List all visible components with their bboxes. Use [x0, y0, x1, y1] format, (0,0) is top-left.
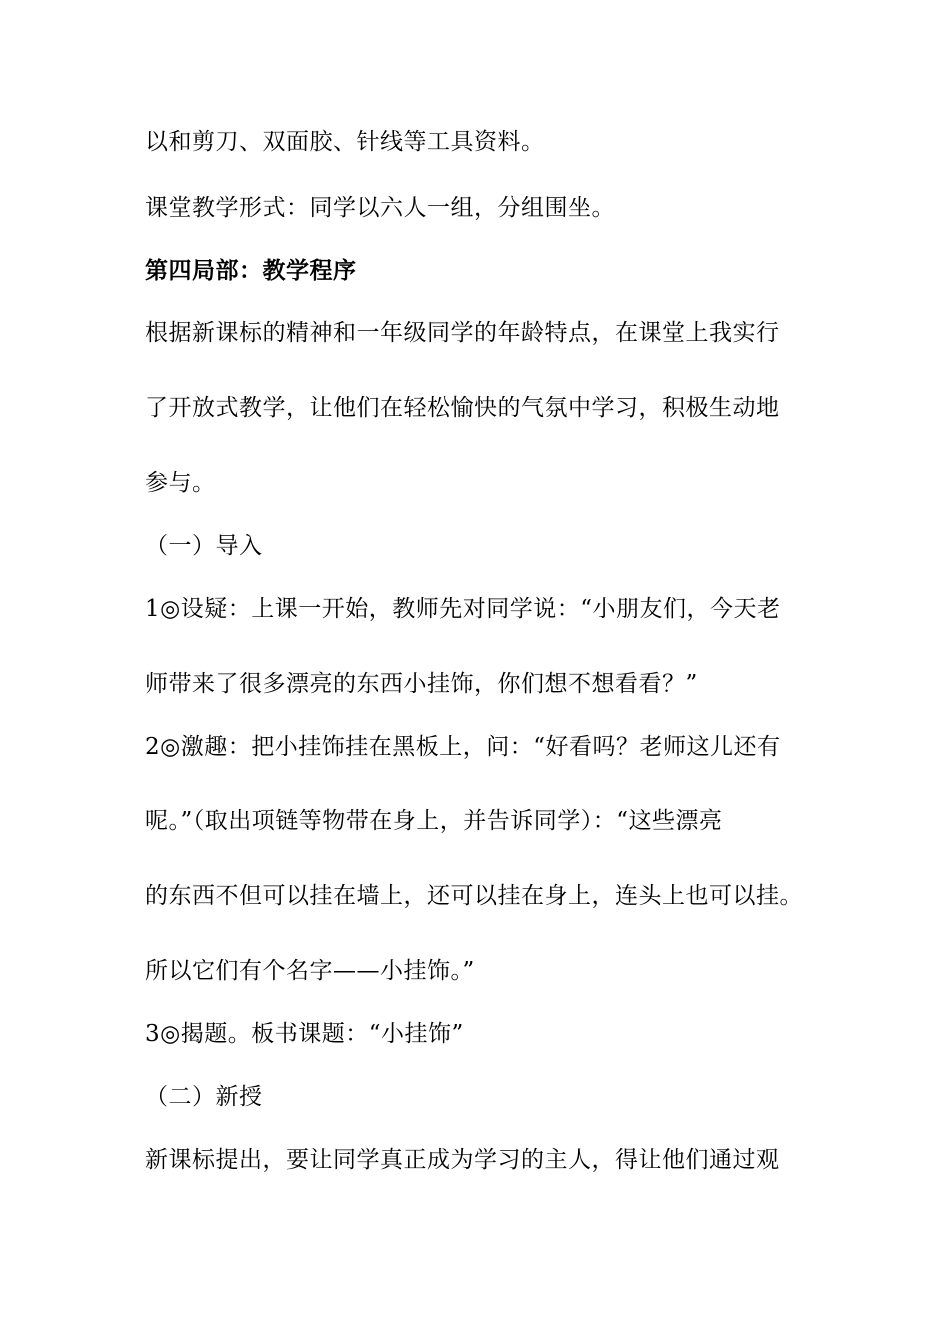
paragraph-line: 师带来了很多漂亮的东西小挂饰，你们想不想看看？” [145, 671, 698, 697]
section-heading: 第四局部：教学程序 [145, 257, 357, 284]
subsection-heading: （一）导入 [145, 533, 263, 559]
paragraph-line: 1◎设疑：上课一开始，教师先对同学说：“小朋友们，今天老 [145, 596, 781, 622]
paragraph-line: 的东西不但可以挂在墙上，还可以挂在身上，连头上也可以挂。 [145, 883, 803, 909]
paragraph-line: 呢。”（取出项链等物带在身上，并告诉同学）：“这些漂亮 [145, 808, 723, 834]
paragraph-line: 参与。 [145, 470, 216, 496]
paragraph-line: 2◎激趣：把小挂饰挂在黑板上，问：“好看吗？老师这儿还有 [145, 734, 781, 760]
paragraph-line: 根据新课标的精神和一年级同学的年龄特点，在课堂上我实行 [145, 320, 780, 346]
paragraph-line: 了开放式教学，让他们在轻松愉快的气氛中学习，积极生动地 [145, 395, 780, 421]
paragraph-line: 所以它们有个名字——小挂饰。” [145, 958, 475, 984]
paragraph-line: 课堂教学形式：同学以六人一组，分组围坐。 [145, 195, 615, 221]
subsection-heading: （二）新授 [145, 1084, 263, 1110]
paragraph-line: 3◎揭题。板书课题：“小挂饰” [145, 1021, 464, 1047]
paragraph-line: 以和剪刀、双面胶、针线等工具资料。 [145, 129, 545, 155]
paragraph-line: 新课标提出，要让同学真正成为学习的主人，得让他们通过观 [145, 1147, 780, 1173]
